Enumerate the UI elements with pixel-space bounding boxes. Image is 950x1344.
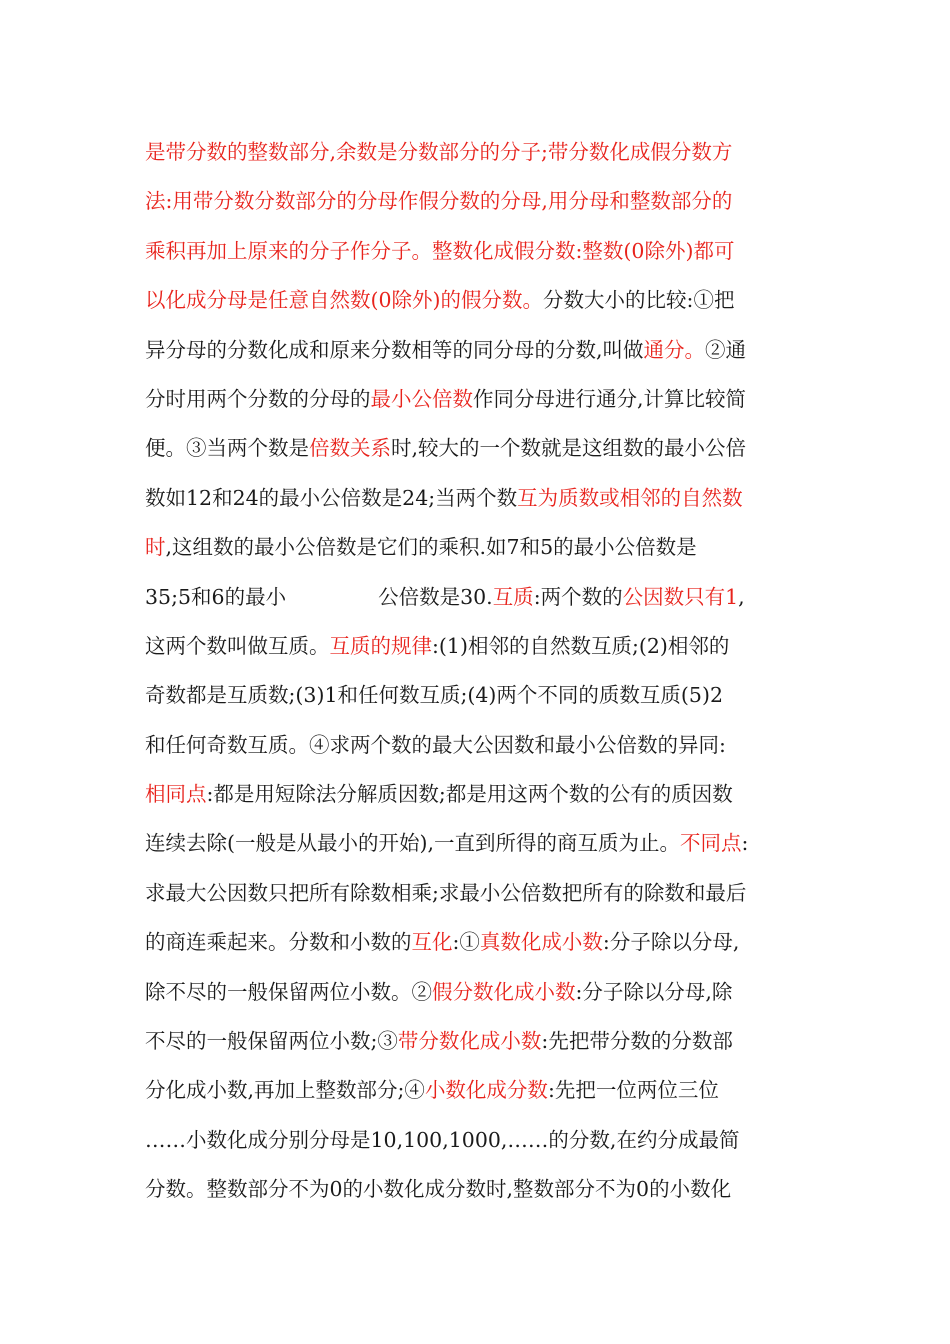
body-text-segment: :都是用短除法分解质因数;都是用这两个数的公有的质因数 xyxy=(206,782,733,807)
text-line xyxy=(145,276,815,325)
text-line xyxy=(145,424,815,473)
body-text-segment: 这两个数叫做互质。 xyxy=(145,633,330,658)
body-text-segment: 除不尽的一般保留两位小数。② xyxy=(145,979,432,1004)
body-text-segment: 公倍数是30. xyxy=(378,584,493,609)
body-text-segment: :① xyxy=(452,930,480,955)
text-line xyxy=(145,177,815,226)
body-text-segment: : xyxy=(741,831,749,856)
highlighted-text: 以化成分母是任意自然数(0除外)的假分数。 xyxy=(145,288,544,313)
highlighted-text: 互质的规律 xyxy=(329,633,432,658)
text-line xyxy=(145,523,815,572)
highlighted-text: 小数化成分数 xyxy=(424,1078,548,1103)
text-line xyxy=(145,968,815,1017)
text-line xyxy=(145,622,815,671)
body-text-segment: 和任何奇数互质。④求两个数的最大公因数和最小公倍数的异同: xyxy=(145,732,726,757)
body-text-segment: :分子除以分母, xyxy=(602,930,740,955)
text-line xyxy=(145,671,815,720)
highlighted-text: 公因数只有1 xyxy=(622,584,739,609)
body-text-segment: 便。③当两个数是 xyxy=(145,436,309,461)
highlighted-text: 法:用带分数分数部分的分母作假分数的分母,用分母和整数部分的 xyxy=(145,189,733,214)
highlighted-text: 相同点 xyxy=(145,782,207,807)
body-text-segment: 求最大公因数只把所有除数相乘;求最小公倍数把所有的除数和最后 xyxy=(145,880,747,905)
body-text-segment: :先把带分数的分数部 xyxy=(541,1029,733,1054)
highlighted-text: 时 xyxy=(145,535,166,560)
body-text-segment: 不尽的一般保留两位小数;③ xyxy=(145,1029,398,1054)
text-line xyxy=(145,1116,815,1165)
text-line xyxy=(145,918,815,967)
highlighted-text: 乘积再加上原来的分子作分子。整数化成假分数:整数(0除外)都可 xyxy=(145,238,735,263)
body-text-segment: 时,较大的一个数就是这组数的最小公倍 xyxy=(391,436,747,461)
highlighted-text: 互质 xyxy=(492,584,534,609)
body-text-segment: 分数大小的比较:①把 xyxy=(543,288,735,313)
text-line xyxy=(145,1017,815,1066)
body-text-segment: 异分母的分数化成和原来分数相等的同分母的分数,叫做 xyxy=(145,337,644,362)
body-text-segment: 分化成小数,再加上整数部分;④ xyxy=(145,1078,425,1103)
text-line xyxy=(145,128,815,177)
body-text-segment: 35;5和6的最小 xyxy=(145,584,287,609)
text-line xyxy=(145,474,815,523)
text-line xyxy=(145,1165,815,1214)
highlighted-text: 不同点 xyxy=(680,831,742,856)
highlighted-text: 互为质数或相邻的自然数 xyxy=(517,485,743,510)
text-line xyxy=(145,869,815,918)
body-text-segment: , xyxy=(738,584,745,609)
body-text-segment: 分时用两个分数的分母的 xyxy=(145,386,371,411)
highlighted-text: 真数化成小数 xyxy=(479,930,603,955)
highlighted-text: 通分。 xyxy=(643,337,706,362)
body-text-segment: :先把一位两位三位 xyxy=(547,1078,719,1103)
body-text-segment: 奇数都是互质数;(3)1和任何数互质;(4)两个不同的质数互质(5)2 xyxy=(145,683,724,708)
body-text-segment: 连续去除(一般是从最小的开始),一直到所得的商互质为止。 xyxy=(145,831,681,856)
highlighted-text: 互化 xyxy=(411,930,453,955)
text-line xyxy=(145,326,815,375)
body-text-segment: 数如12和24的最小公倍数是24;当两个数 xyxy=(145,485,518,510)
text-line xyxy=(145,375,815,424)
text-line xyxy=(145,227,815,276)
highlighted-text: 是带分数的整数部分,余数是分数部分的分子;带分数化成假分数方 xyxy=(145,140,733,164)
text-line xyxy=(145,1066,815,1115)
text-line xyxy=(145,819,815,868)
text-line xyxy=(145,573,815,622)
highlighted-text: 带分数化成小数 xyxy=(397,1029,542,1054)
text-line xyxy=(145,770,815,819)
highlighted-text: 最小公倍数 xyxy=(370,386,473,411)
body-text-segment: ②通 xyxy=(705,337,747,362)
body-text-segment: 的商连乘起来。分数和小数的 xyxy=(145,930,412,955)
body-text-segment: ,这组数的最小公倍数是它们的乘积.如7和5的最小公倍数是 xyxy=(165,535,697,560)
body-text xyxy=(145,128,815,1215)
body-text-segment: :分子除以分母,除 xyxy=(575,979,733,1004)
highlighted-text: 假分数化成小数 xyxy=(432,979,576,1004)
highlighted-text: 倍数关系 xyxy=(309,436,391,461)
body-text-segment: ……小数化成分别分母是10,100,1000,……的分数,在约分成最简 xyxy=(145,1127,740,1152)
body-text-segment: :两个数的 xyxy=(533,584,623,609)
text-line xyxy=(145,721,815,770)
body-text-segment: :(1)相邻的自然数互质;(2)相邻的 xyxy=(432,633,730,658)
body-text-segment: 分数。整数部分不为0的小数化成分数时,整数部分不为0的小数化 xyxy=(145,1177,732,1202)
body-text-segment: 作同分母进行通分,计算比较简 xyxy=(473,386,747,411)
